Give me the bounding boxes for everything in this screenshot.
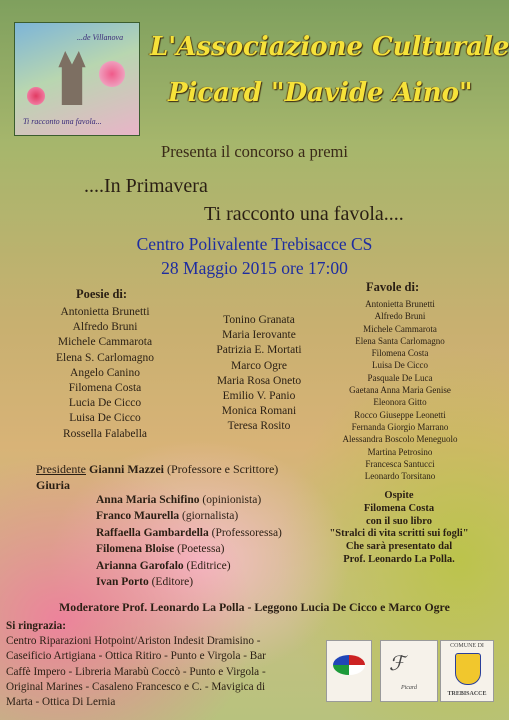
header-line-1: L'Associazione Culturale <box>150 32 509 62</box>
thanks-block <box>6 619 266 710</box>
member-role: (giornalista) <box>182 510 239 523</box>
member-name: Franco Maurella <box>96 510 180 523</box>
thanks-line: Caseificio Artigiana - Ottica Ritiro - Punto e Virgola - Bar <box>6 650 266 663</box>
castle-icon <box>55 51 89 105</box>
list-item: Eleonora Gitto <box>373 397 427 408</box>
event-title-line-1: ....In Primavera <box>84 175 208 197</box>
list-item: Marco Ogre <box>231 359 287 372</box>
list-item: Martina Petrosino <box>367 446 433 457</box>
list-item: Elena Santa Carlomagno <box>355 335 445 346</box>
president-name: Gianni Mazzei <box>89 462 164 476</box>
list-item: Patrizia E. Mortati <box>216 344 302 357</box>
thanks-heading: Si ringrazia: <box>6 620 66 632</box>
jury-member <box>96 508 282 524</box>
member-role: (Poetessa) <box>177 543 225 556</box>
member-name: Ivan Porto <box>96 576 149 589</box>
logo-bottom-text: Ti racconto una favola... <box>23 117 102 126</box>
list-item: Teresa Rosito <box>227 420 291 433</box>
jury-members <box>96 492 282 590</box>
jury-president <box>36 462 278 477</box>
sponsor-logo-picard <box>380 640 438 702</box>
list-item: Luisa De Cicco <box>372 360 428 371</box>
list-item: Alessandra Boscolo Meneguolo <box>342 434 458 445</box>
list-item: Monica Romani <box>221 405 297 418</box>
member-role: (Editore) <box>151 576 194 589</box>
coat-of-arms-icon <box>455 653 481 685</box>
guest-name: Filomena Costa <box>363 502 435 514</box>
jury-member <box>96 574 282 590</box>
jury-member <box>96 492 282 508</box>
list-item: Tonino Granata <box>223 314 295 326</box>
thanks-line: Marta - Ottica Di Lernia <box>6 696 116 709</box>
list-item: Lucia De Cicco <box>68 397 142 410</box>
comune-label: COMUNE DI <box>450 643 484 649</box>
list-item: Elena S. Carlomagno <box>55 351 155 364</box>
list-item: Pasquale De Luca <box>367 372 433 383</box>
president-role: (Professore e Scrittore) <box>167 462 279 476</box>
flower-icon <box>27 87 45 105</box>
list-item: Francesca Santucci <box>365 458 435 469</box>
thanks-line: Centro Riparazioni Hotpoint/Ariston Indesit Dramisino - <box>6 635 261 648</box>
member-name: Raffaella Gambardella <box>96 526 209 539</box>
fables-list <box>320 298 480 482</box>
member-name: Anna Maria Schifino <box>96 494 200 506</box>
jury-member <box>96 558 282 574</box>
member-role: (Editrice) <box>186 559 231 572</box>
president-label: Presidente <box>36 462 86 476</box>
member-role: (Professoressa) <box>211 526 282 539</box>
list-item: Leonardo Torsitano <box>364 471 436 482</box>
guest-line-1: con il suo libro <box>365 515 433 527</box>
event-title-line-2: Ti racconto una favola.... <box>204 203 404 225</box>
list-item: Alfredo Bruni <box>72 321 138 334</box>
poems-heading: Poesie di: <box>76 287 128 301</box>
signature-logo: ℱ <box>389 653 405 675</box>
guest-book: "Stralci di vita scritti sui fogli" <box>329 528 469 540</box>
list-item: Maria Rosa Oneto <box>216 374 302 387</box>
list-item: Maria Ierovante <box>222 329 296 342</box>
list-item: Rossella Falabella <box>63 427 147 440</box>
poems-column-1 <box>30 305 180 442</box>
member-role: (opinionista) <box>202 494 262 506</box>
thanks-line: Caffè Impero - Libreria Marabù Coccò - Punto e Virgola - <box>6 665 266 678</box>
intro-text: Presenta il concorso a premi <box>161 142 348 161</box>
jury-heading: Giuria <box>36 478 71 492</box>
header-line-2: Picard "Davide Aino" <box>168 78 473 108</box>
flags-icon <box>333 655 365 675</box>
picard-signature: Picard <box>400 685 418 691</box>
guest-label: Ospite <box>384 490 414 501</box>
list-item: Alfredo Bruni <box>374 311 426 322</box>
sponsor-logo-comune <box>440 640 494 702</box>
fables-heading: Favole di: <box>366 280 420 294</box>
member-name: Arianna Garofalo <box>96 559 184 572</box>
jury-member <box>96 525 282 541</box>
guest-presenter: Prof. Leonardo La Polla. <box>343 553 455 565</box>
event-date: 28 Maggio 2015 ore 17:00 <box>161 258 348 278</box>
list-item: Luisa De Cicco <box>69 412 141 425</box>
guest-block <box>294 490 504 567</box>
poems-column-2 <box>184 313 334 435</box>
list-item: Rocco Giuseppe Leonetti <box>354 409 446 420</box>
jury-member <box>96 541 282 557</box>
guest-line-2: Che sarà presentato dal <box>345 541 453 553</box>
list-item: Filomena Costa <box>68 382 142 395</box>
logo-top-text: ...de Villanova <box>77 33 124 42</box>
flower-icon <box>99 61 125 87</box>
moderator-line: Moderatore Prof. Leonardo La Polla - Leggono Lucia De Cicco e Marco Ogre <box>59 600 450 614</box>
association-logo <box>14 22 140 136</box>
event-venue: Centro Polivalente Trebisacce CS <box>136 234 373 254</box>
list-item: Michele Cammarota <box>363 323 437 334</box>
list-item: Angelo Canino <box>70 366 140 379</box>
list-item: Filomena Costa <box>371 348 429 359</box>
list-item: Antonietta Brunetti <box>365 299 435 309</box>
comune-name: TREBISACCE <box>447 691 487 697</box>
list-item: Fernanda Giorgio Marrano <box>351 421 449 432</box>
sponsor-logo-flags <box>326 640 372 702</box>
thanks-line: Original Marines - Casaleno Francesco e C. - Mavigica di <box>6 680 266 693</box>
member-name: Filomena Bloise <box>96 543 175 556</box>
list-item: Gaetana Anna Maria Genise <box>349 385 451 396</box>
list-item: Emilio V. Panio <box>222 390 296 403</box>
list-item: Antonietta Brunetti <box>60 306 150 318</box>
list-item: Michele Cammarota <box>57 336 153 349</box>
